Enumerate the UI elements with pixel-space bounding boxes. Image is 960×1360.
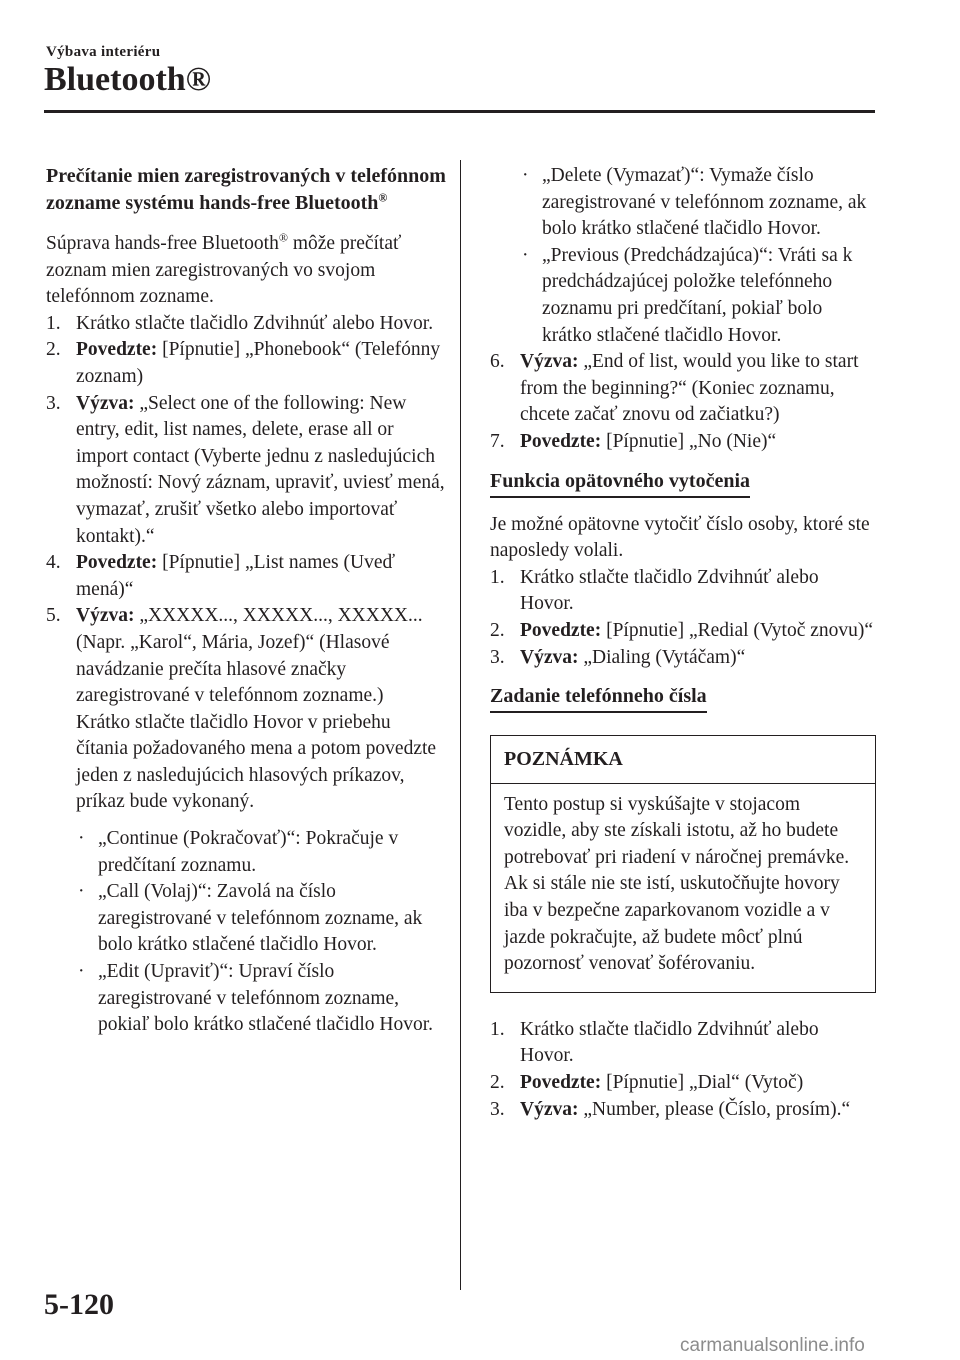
- note-body: Tento postup si vyskúšajte v stojacom vozidle, aby ste získali istotu, až ho budete potrebovať pri riadení v náročnej premávke. Ak si stále nie ste istí, uskutočňujte hovory iba v bezpečne zaparkovanom vozidle a v jazde pokračujte, až budete môcť plnú pozornosť venovať šoférovaniu.: [504, 793, 850, 975]
- left-column: [46, 163, 446, 1039]
- header-rule: [44, 110, 875, 113]
- column-divider: [460, 160, 461, 1290]
- step-5-continuation: Krátko stlačte tlačidlo Hovor v priebehu čítania požadovaného mena a potom povedzte jeden z nasledujúcich hlasových príkazov, príkaz bude vykonaný.: [76, 711, 437, 813]
- redial-step-2: 2. Povedzte: [Pípnutie] „Redial (Vytoč znovu)“: [490, 619, 874, 641]
- page-number: 5-120: [44, 1288, 114, 1321]
- dial-step-1: 1. Krátko stlačte tlačidlo Zdvihnúť alebo Hovor.: [490, 1018, 819, 1067]
- intro-paragraph: Súprava hands-free Bluetooth® môže prečítať zoznam mien zaregistrovaných vo svojom telefónnom zozname.: [46, 230, 402, 308]
- note-box: [490, 735, 876, 993]
- step-2: 2. Povedzte: [Pípnutie] „Phonebook“ (Telefónny zoznam): [46, 339, 441, 387]
- note-title: POZNÁMKA: [491, 736, 875, 784]
- right-column: [490, 163, 876, 1123]
- bullet-previous: · „Previous (Predchádzajúca)“: Vráti sa k predchádzajúcej položke telefónneho zoznamu pri predčítaní, pokiaľ bolo krátko stlačené tlačidlo Hovor.: [522, 244, 853, 346]
- command-bullet-list: [46, 826, 446, 1039]
- dial-step-3: 3. Výzva: „Number, please (Číslo, prosím).“: [490, 1098, 851, 1120]
- step-1: 1. Krátko stlačte tlačidlo Zdvihnúť alebo Hovor.: [46, 312, 434, 334]
- redial-step-1: 1. Krátko stlačte tlačidlo Zdvihnúť alebo Hovor.: [490, 566, 819, 615]
- dial-step-2: 2. Povedzte: [Pípnutie] „Dial“ (Vytoč): [490, 1072, 804, 1094]
- subheading-redial: Funkcia opätovného vytočenia: [490, 468, 750, 498]
- bullet-delete: · „Delete (Vymazať)“: Vymaže číslo zaregistrované v telefónnom zozname, ak bolo krátko stlačené tlačidlo Hovor.: [522, 165, 867, 240]
- step-4: 4. Povedzte: [Pípnutie] „List names (Uveď mená)“: [46, 552, 396, 600]
- bullet-edit: · „Edit (Upraviť)“: Upraví číslo zaregistrované v telefónnom zozname, pokiaľ bolo krátko stlačené tlačidlo Hovor.: [78, 961, 434, 1036]
- step-3: 3. Výzva: „Select one of the following: New entry, edit, list names, delete, erase all or import contact (Vyberte jednu z nasledujúcich možností: Nový záznam, upraviť, uviesť mená, vymazať, zrušiť všetko alebo importovať kontakt).“: [46, 392, 445, 547]
- command-bullet-list-cont: [490, 163, 876, 349]
- chapter-title: Bluetooth®: [44, 61, 212, 98]
- step-6: 6. Výzva: „End of list, would you like to start from the beginning?“ (Koniec zoznamu, chcete začať znovu od začiatku?): [490, 351, 859, 426]
- redial-intro: Je možné opätovne vytočiť číslo osoby, ktoré ste naposledy volali.: [490, 513, 870, 562]
- subheading-dial-number: Zadanie telefónneho čísla: [490, 683, 707, 713]
- watermark: carmanualsonline.info: [680, 1335, 865, 1356]
- redial-step-3: 3. Výzva: „Dialing (Vytáčam)“: [490, 646, 746, 668]
- section-heading-phonebook: Prečítanie mien zaregistrovaných v telefónnom zozname systému hands-free Bluetooth®: [46, 165, 446, 214]
- step-7: 7. Povedzte: [Pípnutie] „No (Nie)“: [490, 430, 777, 452]
- section-label: Výbava interiéru: [46, 44, 161, 60]
- bullet-call: · „Call (Volaj)“: Zavolá na číslo zaregistrované v telefónnom zozname, ak bolo krátko stlačené tlačidlo Hovor.: [78, 881, 423, 956]
- step-5: 5. Výzva: „XXXXX..., XXXXX..., XXXXX... (Napr. „Karol“, Mária, Jozef)“ (Hlasové navádzanie prečíta hlasové značky zaregistrované v telefónnom zozname.): [46, 605, 423, 707]
- bullet-continue: · „Continue (Pokračovať)“: Pokračuje v predčítaní zoznamu.: [78, 828, 399, 876]
